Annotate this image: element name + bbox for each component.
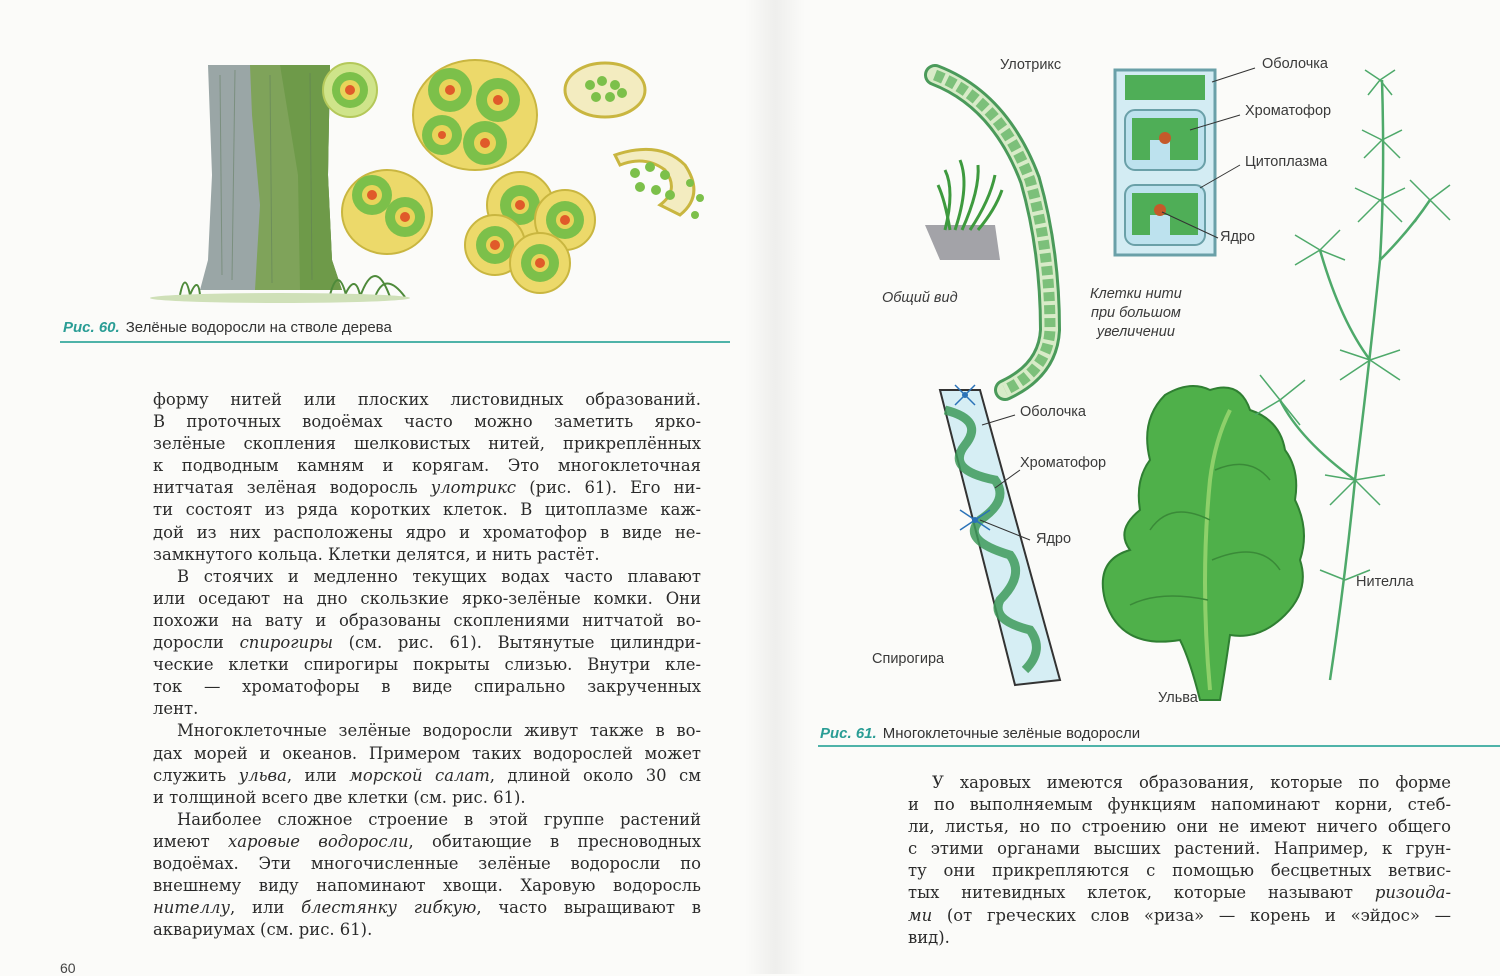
figure-60-illustration: [160, 55, 730, 305]
text-line: ли, листья, но по строению они не имеют ничего общего: [908, 817, 1451, 837]
figure-61-number: Рис. 61.: [820, 725, 877, 742]
text-line: дой из них расположены ядро и хроматофор в виде не-: [153, 522, 701, 542]
term-ulva: ульва: [238, 765, 287, 785]
text-line: форму нитей или плоских листовидных образований.: [153, 390, 701, 409]
paragraph-4: [153, 809, 701, 942]
dividing-cells-drawing: [465, 172, 595, 293]
text-line: [908, 882, 1451, 904]
figure-61-caption: [820, 725, 1140, 742]
label-cells-line-3: увеличении: [1096, 324, 1175, 340]
text-line: зелёные скопления шелковистых нитей, прикреплённых: [153, 434, 701, 454]
text-line: лент.: [153, 699, 199, 719]
label-nitella: Нителла: [1356, 574, 1414, 590]
left-page-text: [153, 389, 701, 941]
page-gutter: [745, 0, 805, 974]
text-line: ту они прикрепляются с помощью бесцветных ветвис-: [908, 861, 1451, 881]
text-run: (см. рис. 61). Вытянутые цилиндри-: [348, 633, 702, 653]
text-run: , или: [229, 898, 285, 918]
page-number: 60: [60, 960, 76, 976]
text-line: вид).: [908, 927, 950, 947]
label-shell-spirogyra: Оболочка: [1020, 404, 1086, 420]
text-line: похожи на вату и образованы скоплениями нитчатой во-: [153, 610, 701, 630]
text-line: ток — хроматофоры в виде спирально закрученных: [153, 677, 701, 697]
text-run: , длиной около 30 см: [489, 765, 701, 785]
figure-60-number: Рис. 60.: [63, 319, 120, 336]
text-line: или оседают на дно скользкие ярко-зелёные комки. Они: [153, 588, 701, 608]
label-chromatophore-spirogyra: Хроматофор: [1020, 455, 1107, 471]
term-ulothrix: улотрикс: [430, 478, 517, 498]
text-line: У харовых имеются образования, которые по форме: [932, 773, 1451, 792]
label-general-view: Общий вид: [882, 290, 958, 306]
ulothrix-cells-magnified-drawing: [1115, 68, 1255, 255]
text-line: В стоячих и медленно текущих водах часто плавают: [177, 566, 701, 586]
figure-60-caption-text: Зелёные водоросли на стволе дерева: [125, 319, 392, 336]
label-nucleus-spirogyra: Ядро: [1036, 531, 1072, 547]
label-cells-line-2: при большом: [1090, 305, 1181, 321]
label-shell-ulothrix: Оболочка: [1262, 56, 1328, 72]
text-run: имеют: [153, 831, 210, 851]
figure-61-illustration: [900, 60, 1460, 710]
text-run: служить: [153, 765, 227, 785]
text-run: (от греческих слов «риза» — корень и «эйдос» —: [946, 905, 1451, 925]
text-line: [908, 905, 1451, 927]
figure-61-caption-rule: [818, 745, 1500, 747]
text-run: нитчатая зелёная водоросль: [153, 478, 418, 498]
right-page-text: [908, 772, 1451, 949]
text-line: [153, 632, 701, 654]
text-run: тых нитевидных клеток, которые называют: [908, 883, 1353, 903]
term-sea-lettuce: морской салат: [349, 765, 490, 785]
text-line: водоёмах. Эти многочисленные зелёные водоросли по: [153, 853, 701, 873]
label-nucleus-ulothrix: Ядро: [1220, 229, 1256, 245]
label-ulothrix: Улотрикс: [1000, 57, 1062, 73]
term-rhizoids-end: ми: [908, 905, 933, 925]
text-line: к подводным камням и корягам. Это многоклеточная: [153, 456, 701, 476]
text-line: [153, 765, 701, 787]
text-run: доросли: [153, 633, 224, 653]
text-line: внешнему виду напоминают хвощи. Харовую водоросль: [153, 876, 701, 896]
hollow-colony-drawing: [565, 63, 645, 117]
term-flexible-nitella: блестянку гибкую: [301, 898, 477, 918]
figure-61-caption-text: Многоклеточные зелёные водоросли: [882, 725, 1141, 742]
text-line: аквариумах (см. рис. 61).: [153, 920, 373, 940]
text-line: дах морей и океанов. Примером таких водорослей может: [153, 743, 701, 763]
label-spirogyra: Спирогира: [872, 651, 945, 667]
text-line: В проточных водоёмах часто можно заметить ярко-: [153, 412, 701, 432]
label-chromatophore-ulothrix: Хроматофор: [1245, 103, 1332, 119]
term-nitella: нителлу: [153, 898, 230, 918]
figure-60-caption-rule: [60, 341, 730, 343]
ulothrix-general-view-drawing: [925, 160, 1002, 260]
text-line: ческие клетки спирогиры покрыты слизью. Внутри кле-: [153, 655, 701, 675]
label-cytoplasm: Цитоплазма: [1245, 154, 1328, 170]
text-line: Наиболее сложное строение в этой группе растений: [177, 809, 701, 829]
label-ulva: Ульва: [1158, 690, 1198, 706]
text-line: и толщиной всего две клетки (см. рис. 61).: [153, 787, 526, 807]
text-run: (рис. 61). Его ни-: [529, 478, 701, 498]
label-cells-magnified: [1090, 285, 1182, 342]
text-line: ти состоят из ряда коротких клеток. В цитоплазме каж-: [153, 500, 701, 520]
two-cell-colony-drawing: [342, 170, 432, 254]
ulva-drawing: [1103, 386, 1304, 700]
term-charophytes: харовые водоросли: [228, 831, 409, 851]
figure-60-caption: [63, 319, 392, 336]
paragraph-1: [153, 389, 701, 566]
term-spirogyra: спирогиры: [239, 633, 333, 653]
paragraph-rhizoids: [908, 772, 1451, 949]
text-line: [153, 897, 701, 919]
paragraph-3: [153, 720, 701, 808]
text-line: Многоклеточные зелёные водоросли живут также в во-: [177, 721, 701, 741]
four-cell-colony-drawing: [413, 60, 537, 170]
text-run: , часто выращивают в: [476, 898, 701, 918]
term-rhizoids: ризоида-: [1374, 883, 1451, 903]
text-line: и по выполняемым функциям напоминают корни, стеб-: [908, 795, 1451, 815]
label-cells-line-1: Клетки нити: [1090, 286, 1182, 302]
text-line: с этими органами высших растений. Например, к грун-: [908, 839, 1451, 859]
text-line: замкнутого кольца. Клетки делятся, и нить растёт.: [153, 544, 600, 564]
text-line: [153, 477, 701, 499]
opening-colony-drawing: [615, 149, 704, 219]
text-run: , обитающие в пресноводных: [408, 831, 701, 851]
paragraph-2: [153, 566, 701, 721]
text-run: , или: [286, 765, 337, 785]
single-cell-drawing: [323, 63, 377, 117]
text-line: [153, 831, 701, 853]
